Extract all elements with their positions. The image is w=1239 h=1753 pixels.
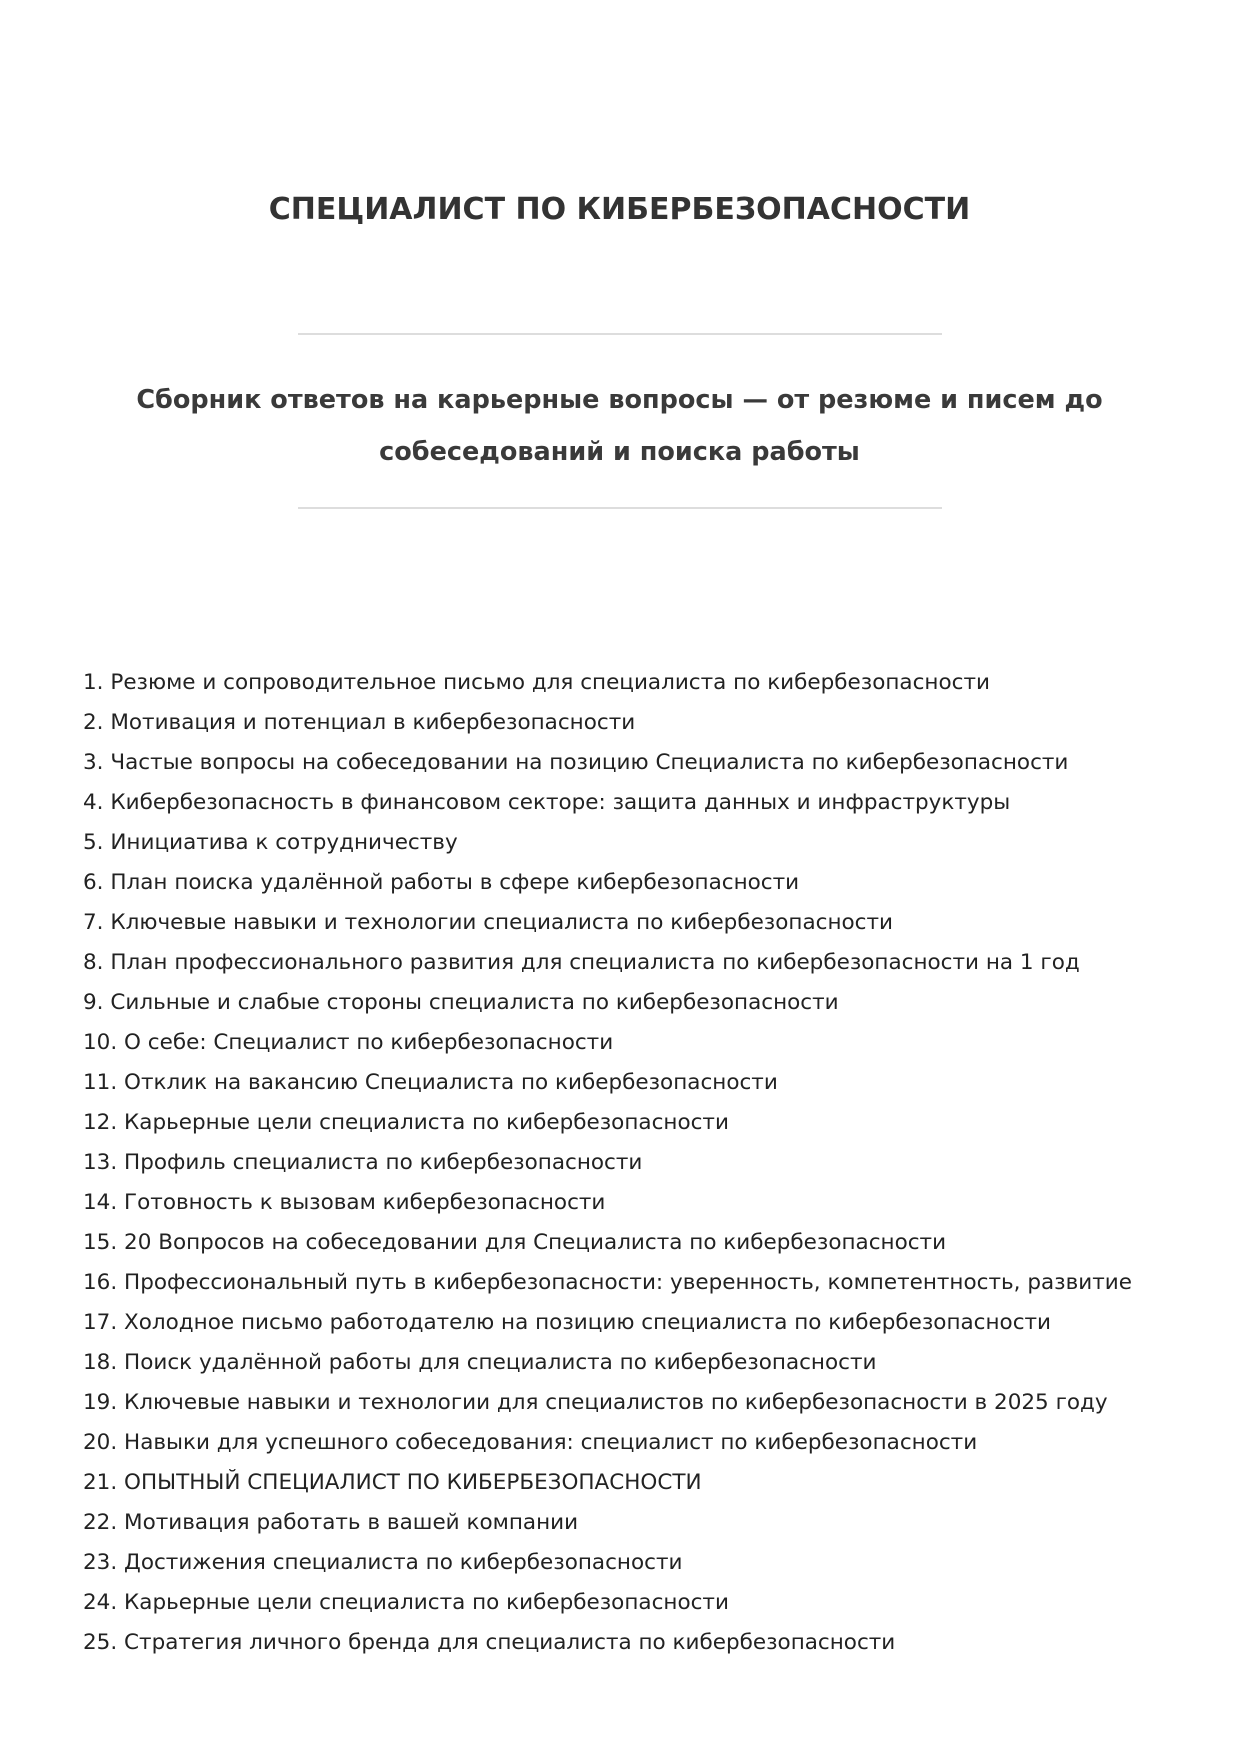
- toc-item[interactable]: 20. Навыки для успешного собеседования: специалист по кибербезопасности: [83, 1430, 978, 1455]
- toc-item[interactable]: 23. Достижения специалиста по кибербезопасности: [83, 1550, 683, 1575]
- toc-item[interactable]: 9. Сильные и слабые стороны специалиста по кибербезопасности: [83, 990, 839, 1015]
- toc-item[interactable]: 1. Резюме и сопроводительное письмо для специалиста по кибербезопасности: [83, 670, 990, 695]
- toc-item[interactable]: 19. Ключевые навыки и технологии для специалистов по кибербезопасности в 2025 году: [83, 1390, 1108, 1415]
- toc-item[interactable]: 7. Ключевые навыки и технологии специалиста по кибербезопасности: [83, 910, 893, 935]
- toc-item[interactable]: 18. Поиск удалённой работы для специалиста по кибербезопасности: [83, 1350, 877, 1375]
- toc-item[interactable]: 11. Отклик на вакансию Специалиста по кибербезопасности: [83, 1070, 778, 1095]
- toc-item[interactable]: 2. Мотивация и потенциал в кибербезопасности: [83, 710, 636, 735]
- toc-item[interactable]: 6. План поиска удалённой работы в сфере кибербезопасности: [83, 870, 800, 895]
- toc-item[interactable]: 10. О себе: Специалист по кибербезопасности: [83, 1030, 614, 1055]
- toc-item[interactable]: 17. Холодное письмо работодателю на позицию специалиста по кибербезопасности: [83, 1310, 1052, 1335]
- document-title: СПЕЦИАЛИСТ ПО КИБЕРБЕЗОПАСНОСТИ: [268, 192, 971, 227]
- toc-item[interactable]: 25. Стратегия личного бренда для специалиста по кибербезопасности: [83, 1630, 896, 1655]
- table-of-contents: [83, 663, 1132, 1663]
- toc-item[interactable]: 4. Кибербезопасность в финансовом секторе: защита данных и инфраструктуры: [83, 790, 1011, 815]
- toc-item[interactable]: 22. Мотивация работать в вашей компании: [83, 1510, 579, 1535]
- toc-item[interactable]: 16. Профессиональный путь в кибербезопасности: уверенность, компетентность, развитие: [83, 1270, 1132, 1295]
- toc-item[interactable]: 15. 20 Вопросов на собеседовании для Специалиста по кибербезопасности: [83, 1230, 947, 1255]
- top-divider: [298, 333, 942, 335]
- toc-item[interactable]: 24. Карьерные цели специалиста по кибербезопасности: [83, 1590, 729, 1615]
- toc-item[interactable]: 5. Инициатива к сотрудничеству: [83, 830, 458, 855]
- toc-item[interactable]: 21. ОПЫТНЫЙ СПЕЦИАЛИСТ ПО КИБЕРБЕЗОПАСНОСТИ: [83, 1470, 702, 1495]
- toc-item[interactable]: 8. План профессионального развития для специалиста по кибербезопасности на 1 год: [83, 950, 1080, 975]
- toc-item[interactable]: 13. Профиль специалиста по кибербезопасности: [83, 1150, 643, 1175]
- toc-item[interactable]: 12. Карьерные цели специалиста по кибербезопасности: [83, 1110, 729, 1135]
- toc-item[interactable]: 14. Готовность к вызовам кибербезопасности: [83, 1190, 606, 1215]
- bottom-divider: [298, 507, 942, 509]
- toc-item[interactable]: 3. Частые вопросы на собеседовании на позицию Специалиста по кибербезопасности: [83, 750, 1069, 775]
- document-subtitle: Сборник ответов на карьерные вопросы — от резюме и писем до собеседований и поиска работы: [136, 385, 1103, 467]
